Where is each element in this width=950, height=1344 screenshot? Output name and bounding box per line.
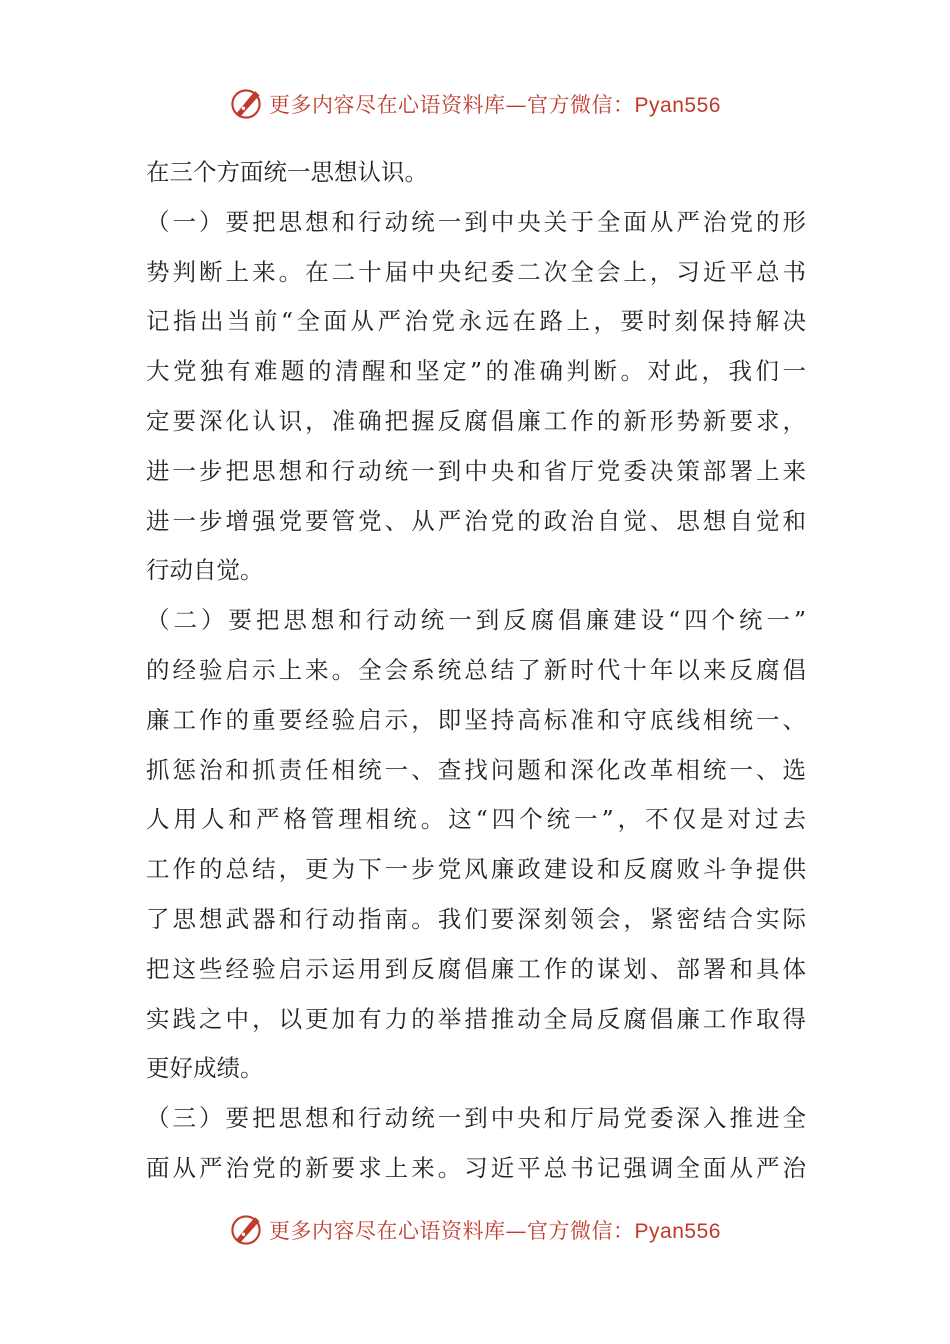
watermark-prefix: 更多内容尽在心语资料库—官方微信： — [269, 93, 635, 117]
text-line: 廉工作的重要经验启示，即坚持高标准和守底线相统一、 — [146, 705, 806, 734]
text-line: （三）要把思想和行动统一到中央和厅局党委深入推进全 — [146, 1104, 806, 1133]
pen-nib-logo-icon — [229, 87, 263, 121]
watermark-wechat-id: Pyan556 — [634, 1220, 721, 1243]
text-line: 更好成绩。 — [146, 1054, 264, 1083]
document-body — [146, 148, 806, 1194]
watermark-prefix: 更多内容尽在心语资料库—官方微信： — [269, 1219, 635, 1243]
text-line: 面从严治党的新要求上来。习近平总书记强调全面从严治 — [146, 1153, 806, 1182]
text-line: 的经验启示上来。全会系统总结了新时代十年以来反腐倡 — [146, 655, 806, 684]
watermark-wechat-id: Pyan556 — [634, 94, 721, 117]
text-line: 大党独有难题的清醒和坚定”的准确判断。对此，我们一 — [146, 357, 806, 386]
text-line: 势判断上来。在二十届中央纪委二次全会上，习近平总书 — [146, 257, 806, 286]
text-line: 抓惩治和抓责任相统一、查找问题和深化改革相统一、选 — [146, 755, 806, 784]
watermark-text — [269, 89, 721, 119]
text-line: 人用人和严格管理相统。这“四个统一”，不仅是对过去 — [146, 805, 806, 834]
text-line: 工作的总结，更为下一步党风廉政建设和反腐败斗争提供 — [146, 855, 806, 884]
text-line: 了思想武器和行动指南。我们要深刻领会，紧密结合实际 — [146, 904, 806, 933]
text-line: 把这些经验启示运用到反腐倡廉工作的谋划、部署和具体 — [146, 954, 806, 983]
text-line: （一）要把思想和行动统一到中央关于全面从严治党的形 — [146, 207, 806, 236]
watermark-footer — [0, 1210, 950, 1250]
text-line: 记指出当前“全面从严治党永远在路上，要时刻保持解决 — [146, 307, 806, 336]
text-line: 定要深化认识，准确把握反腐倡廉工作的新形势新要求， — [146, 406, 806, 435]
pen-nib-logo-icon — [229, 1213, 263, 1247]
watermark-text — [269, 1215, 721, 1245]
watermark-header — [0, 84, 950, 124]
text-line: 在三个方面统一思想认识。 — [146, 158, 428, 186]
text-line: 进一步增强党要管党、从严治党的政治自觉、思想自觉和 — [146, 506, 806, 535]
text-line: 行动自觉。 — [146, 556, 264, 585]
text-line: 实践之中，以更加有力的举措推动全局反腐倡廉工作取得 — [146, 1004, 806, 1033]
text-line: 进一步把思想和行动统一到中央和省厅党委决策部署上来 — [146, 456, 806, 485]
text-line: （二）要把思想和行动统一到反腐倡廉建设“四个统一” — [146, 606, 806, 635]
